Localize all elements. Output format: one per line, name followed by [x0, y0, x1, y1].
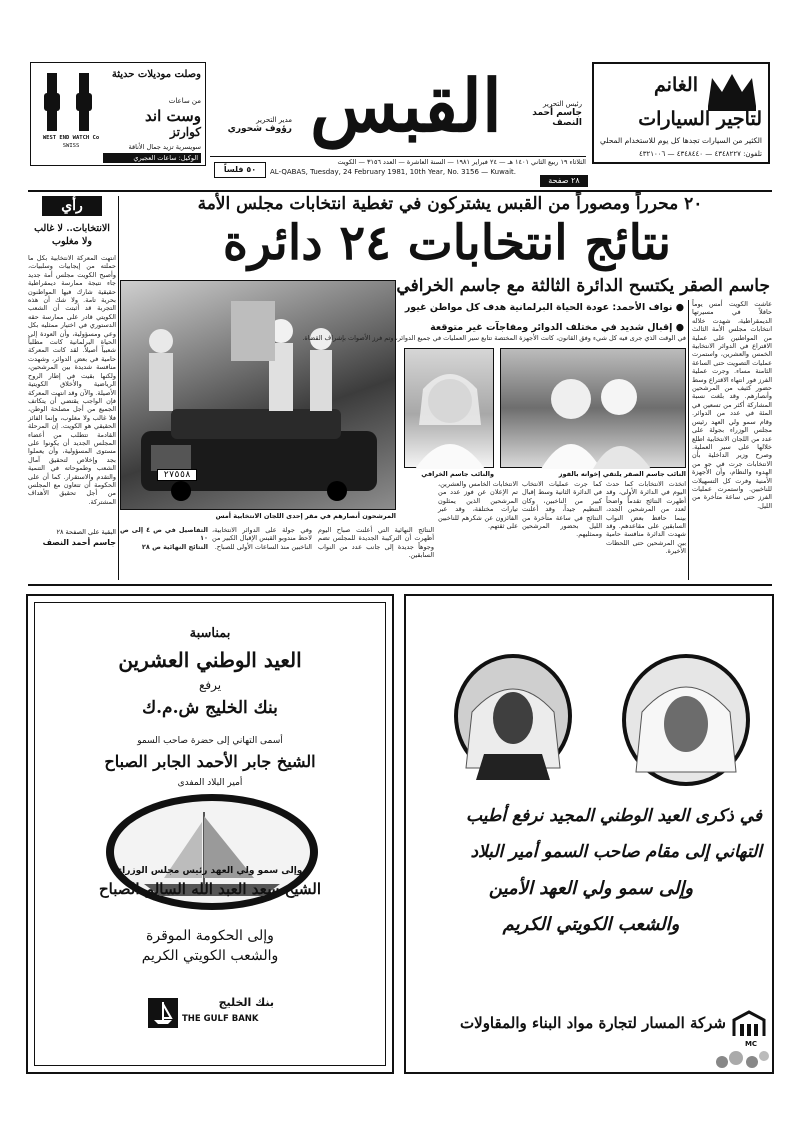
article-footer-col: [120, 526, 208, 578]
portrait-crown-prince: [452, 652, 574, 780]
ad-gulf-bank[interactable]: [26, 594, 394, 1074]
ad-left-dealer: الوكيل: ساعات العجيري: [103, 153, 201, 163]
portrait-2-caption: النائب جاسم الصقر يلتقي إخوانه بالفوز: [558, 470, 686, 478]
article-footer-1: التفاصيل في ص ٤ إلى ص ١٠: [120, 526, 209, 543]
headline-kicker: ٢٠ محرراً ومصوراً من القبس يشتركون في تغطية انتخابات مجلس الأمة: [197, 194, 703, 214]
gulf-crown: الشيخ سعد العبد الله السالم الصباح: [98, 880, 321, 898]
portrait-1-caption: والنائب جاسم الخرافي: [421, 470, 494, 478]
editor-block: [500, 100, 582, 128]
editor-name: جاسم أحمد النصف: [532, 108, 582, 128]
article-footer-2: النتائج النهائية ص ٢٨: [141, 542, 208, 551]
gulf-emir-title: أمير البلاد المفدى: [177, 778, 243, 788]
watch-icon: [39, 73, 101, 131]
article-col-3: الانتخابات الخامس والعشرين، تم الإعلان عن فوز عدد من المرشحين الذين يمثلون تيارات مختلفة، وقد عبر الفائزون عن شكرهم للناخبين على ثقتهم.: [438, 480, 518, 531]
car-shape: [141, 401, 377, 501]
ad-alghanim[interactable]: [592, 62, 770, 164]
opinion-divider: [118, 196, 119, 580]
manager-name: رؤوف شحوري: [227, 124, 292, 134]
article-col-2: كما جرت عمليات الانتخاب في الدائرة الثانية وسط إقبال كبير من الناخبين، وكان التنظيم جيداً، وقد أعلنت النتائج في ساعة متأخرة من الليل بحضور المرشحين وممثليهم.: [522, 480, 602, 539]
dateline-ar: الثلاثاء ١٩ ربيع الثاني ١٤٠١ هـ — ٢٤ فبراير ١٩٨١ — السنة العاشرة — العدد ٣١٥٦ — الكويت: [337, 158, 586, 166]
car-plate: ٢٧٥٥٨: [157, 469, 197, 481]
dateline-en: AL-QABAS, Tuesday, 24 February 1981, 10th Year, No. 3156 — Kuwait.: [270, 168, 517, 176]
headline-rule-top: [28, 190, 772, 192]
gulf-people: والشعب الكويتي الكريم: [141, 948, 279, 964]
gulf-occasion: بمناسبة: [189, 626, 231, 641]
pages-badge: ٢٨ صفحة: [540, 175, 588, 187]
price-badge: ٥٠ فلساً: [214, 162, 266, 178]
gulf-emir: الشيخ جابر الأحمد الجابر الصباح: [104, 752, 316, 771]
headline-main: نتائج انتخابات ٢٤ دائرة: [222, 215, 672, 271]
opinion-author: جاسم أحمد النصف: [42, 538, 116, 547]
alghanim-note: الكثير من السيارات تجدها كل يوم للاستخدام المحلي: [599, 136, 762, 145]
ad-left-sub: كوارتز: [169, 125, 201, 139]
west-end-logo: WEST END WATCH Co: [42, 135, 100, 141]
masar-line-4: والشعب الكويتي الكريم: [502, 914, 680, 935]
ad-left-brand: وست اند: [145, 107, 201, 125]
alghanim-phones: تلفون: ٤٣٤٨٢٢٧ — ٤٣٤٨٤٤٠ — ٤٣٢١٠٠٦: [638, 150, 762, 158]
article-col-6: وفي جولة على الدوائر الانتخابية، لاحظ مندوبو القبس الإقبال الكبير من الناخبين منذ الساعات الأولى للصباح.: [212, 526, 312, 551]
intro-divider: [688, 300, 689, 580]
masar-line-3: وإلى سمو ولي العهد الأمين: [488, 878, 694, 899]
portrait-2: [500, 348, 686, 468]
masar-company: شركة المسار لتجارة مواد البناء والمقاولات: [460, 1014, 726, 1032]
masar-logo: [732, 1010, 766, 1038]
gulf-bank-name: بنك الخليج ش.م.ك: [142, 698, 278, 718]
opinion-title: الانتخابات.. لا غالب ولا مغلوب: [34, 223, 110, 247]
gulf-gov: وإلى الحكومة الموقرة: [146, 928, 274, 944]
masar-logo-text: MC: [744, 1040, 758, 1048]
gulf-logo-ar: بنك الخليج: [218, 996, 274, 1009]
alghanim-brand: الغانم: [654, 74, 698, 96]
ad-left-note: سويسرية تزيد جمال الأناقة: [128, 143, 201, 151]
editor-role: رئيس التحرير: [543, 100, 582, 108]
portrait-1: [404, 348, 494, 468]
crown-icon: [704, 70, 760, 112]
logo-alqabas: القبس: [310, 63, 502, 148]
masar-line-1: في ذكرى العيد الوطني المجيد نرفع أطيب: [466, 806, 762, 826]
article-col-4: في الوقت الذي جرى فيه كل شيء وفق القانون، كانت الأجهزة المختصة تتابع سير العمليات في جميع الدوائر، وتم فرز الأصوات بإشراف القضاة.: [302, 334, 686, 342]
section-rule: [28, 584, 772, 586]
intro-column: عاشت الكويت أمس يوماً حافلاً في مسيرتها الديمقراطية، شهدت خلاله انتخابات مجلس الأمة الثالث من المواطنين على عملية الاقتراع في الدوائر الانتخابية الخمس والعشرين، واستمرت عمليات التصويت حتى الساعة الثامنة مساء. وجرت عملية الفرز فور انتهاء الاقتراع وسط حضور كثيف من المرشحين وأنصارهم. وقد بلغت نسبة المشاركة أكثر من تسعين في المئة في عدد من الدوائر. وقام سمو ولي العهد رئيس مجلس الوزراء بجولة على عدد من اللجان الانتخابية اطلع خلالها على سير العملية. وصرح وزير الداخلية بأن الانتخابات جرت في جو من الهدوء والنظام، وأن الأجهزة الأمنية وفرت كل التسهيلات للناخبين. واستمرت عمليات الفرز حتى ساعة متأخرة من الليل.: [692, 300, 772, 510]
gulf-and-crown: وإلى سمو ولي العهد رئيس مجلس الوزراء: [117, 866, 303, 876]
main-photo: [120, 280, 396, 510]
flowers-decoration-icon: [712, 1044, 772, 1072]
west-end-swiss: SWISS: [62, 143, 80, 149]
opinion-body: انتهت المعركة الانتخابية بكل ما حملته من إيجابيات وسلبيات، وأصبح الكويت مجلس أمة جديد جاء نتيجة ممارسة ديمقراطية حقيقية شارك فيها المواطنون بحرية تامة. ولا شك أن هذه التجربة قد أثبتت أن الشعب الكويتي قادر على ممارسة حقه الدستوري في اختيار ممثليه بكل وعي ومسؤولية، وأن العودة إلى الحياة البرلمانية كانت مطلباً شعبياً أصيلاً. لقد كانت المعركة حامية في بعض الدوائر، وشهدت منافسة شديدة بين المرشحين، ولكنها بقيت في إطار الروح الرياضية والأخلاق الكويتية الأصيلة. والآن وقد انتهت المعركة فإن الواجب يقتضي أن يتكاتف الجميع من أجل مصلحة الوطن، فلا غالب ولا مغلوب، وإنما الفائز الحقيقي هو الكويت. إن المرحلة القادمة تتطلب من أعضاء المجلس الجديد أن يكونوا على مستوى المسؤولية، وأن يعملوا بجد وإخلاص لتحقيق آمال الشعب وطموحاته في التنمية والتقدم والاستقرار. كما أن على الحكومة أن تتعاون مع المجلس من أجل تحقيق الأهداف المشتركة.: [28, 254, 116, 506]
ad-west-end[interactable]: [30, 62, 206, 166]
bullet-2-text: إقبال شديد في مختلف الدوائر ومفاجآت غير متوقعة: [430, 322, 673, 333]
portrait-emir: [620, 652, 752, 788]
gulf-logo-mark: [148, 998, 178, 1028]
alghanim-headline: لتاجير السيارات: [638, 108, 762, 130]
gulf-bank-logo: [148, 996, 278, 1032]
ad-masar[interactable]: [404, 594, 774, 1074]
opinion-continued: البقية على الصفحة ٢٨: [56, 528, 116, 536]
gulf-congrats: أسمى التهاني إلى حضرة صاحب السمو: [137, 736, 283, 746]
main-photo-caption: المرشحون أنصارهم في مقر إحدى اللجان الانتخابية أمس: [215, 512, 396, 520]
bullet-2-dot: ●: [672, 322, 684, 333]
masar-line-2: التهاني إلى مقام صاحب السمو أمير البلاد: [470, 842, 762, 862]
gulf-event: العيد الوطني العشرين: [118, 648, 302, 672]
ad-left-line1: وصلت موديلات حديثة: [111, 69, 201, 80]
bullet-1-dot: ●: [672, 302, 684, 313]
gulf-logo-en: THE GULF BANK: [182, 1014, 259, 1024]
headline-sub: جاسم الصقر يكتسح الدائرة الثالثة مع جاسم الخرافي: [396, 276, 770, 296]
gulf-raise: يرفع: [198, 678, 222, 692]
article-col-1: اتخذت الانتخابات كما حدث اليوم في الدائرة الأولى، وقد أظهرت النتائج تقدماً واضحاً لعدد من المرشحين الجدد، بينما حافظ بعض النواب السابقين على مقاعدهم. وقد شهدت الدائرة منافسة حامية بين المرشحين حتى اللحظات الأخيرة.: [606, 480, 686, 556]
manager-block: [212, 116, 292, 134]
opinion-column: [28, 196, 116, 578]
manager-role: مدير التحرير: [256, 116, 292, 124]
bullet-1-text: نواف الأحمد: عودة الحياة البرلمانية هدف كل مواطن غيور: [404, 302, 673, 313]
ad-left-line2: من ساعات: [168, 97, 201, 105]
crowd-shape: [131, 301, 387, 411]
masthead-rule: [210, 156, 586, 157]
opinion-label: رأي: [42, 196, 102, 216]
article-col-5: النتائج النهائية التي أعلنت صباح اليوم أظهرت أن التركيبة الجديدة للمجلس تضم وجوهاً جديدة إلى جانب عدد من النواب السابقين.: [318, 526, 434, 560]
